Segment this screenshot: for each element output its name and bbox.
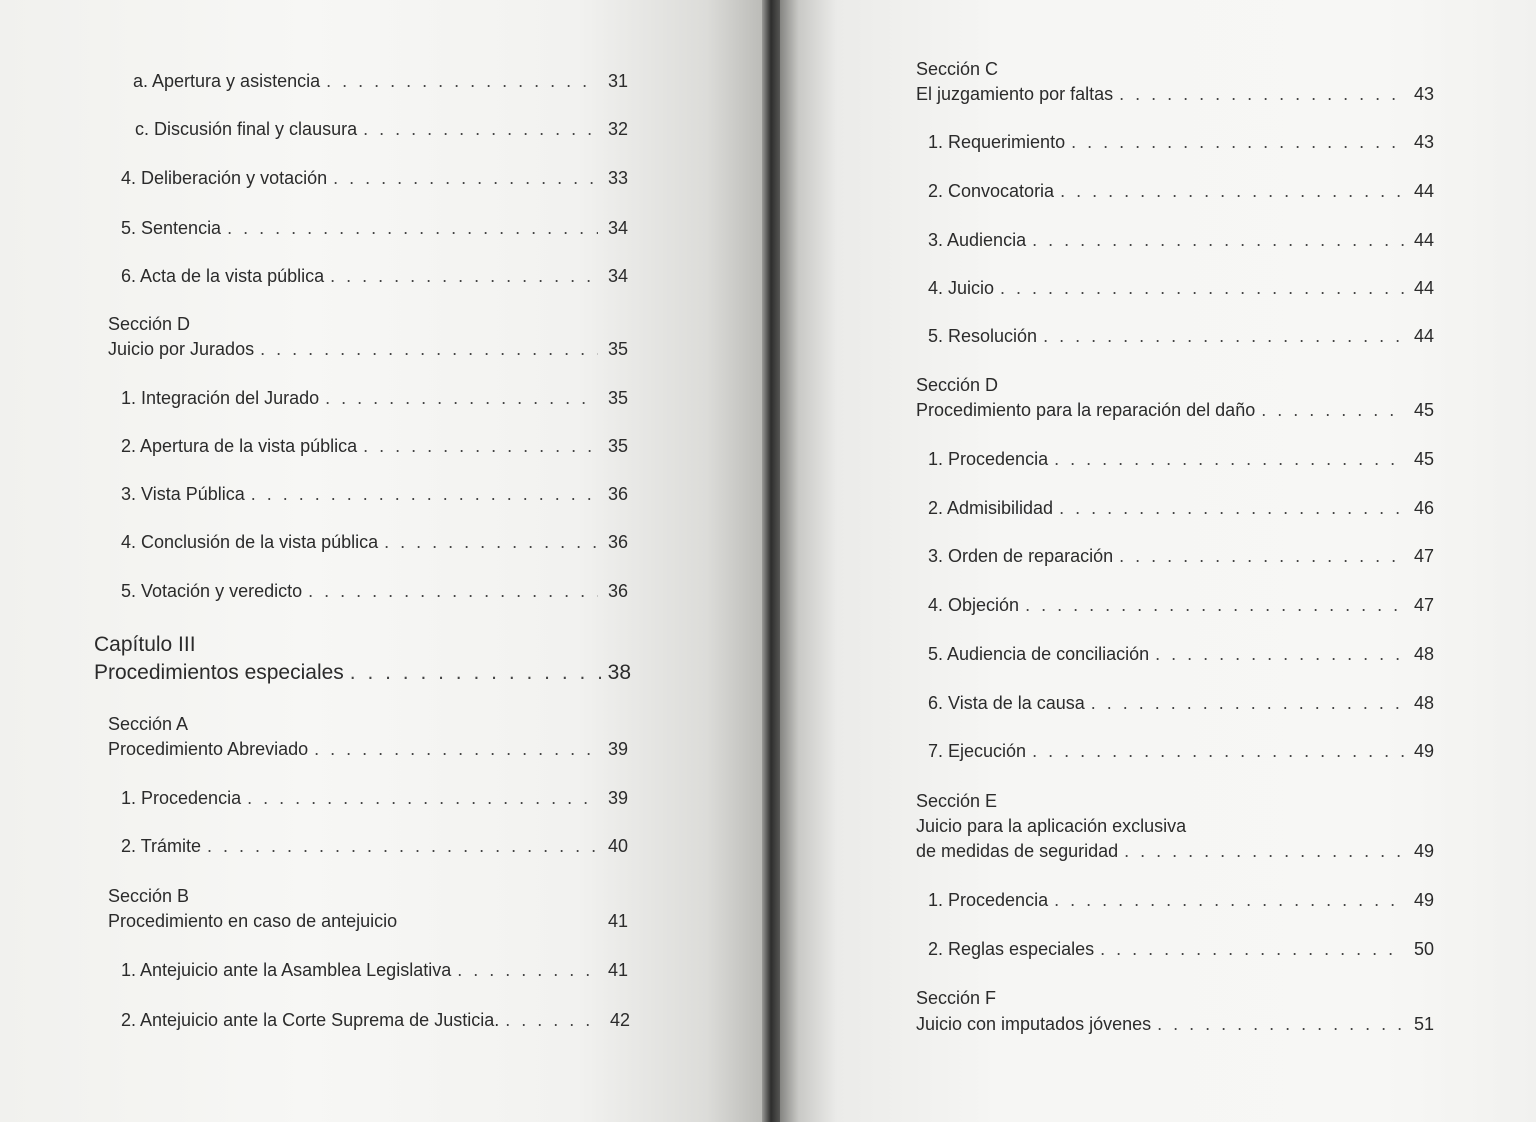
toc-entry-page: 35 (607, 339, 628, 359)
toc-entry-page: 32 (607, 119, 628, 139)
toc-entry-page: 36 (607, 532, 628, 552)
book-gutter (762, 0, 780, 1122)
leader-dots (1025, 592, 1404, 618)
toc-entry-title: 5. Votación y veredicto (121, 581, 303, 601)
toc-entry (108, 908, 628, 934)
toc-entry-page: 43 (1413, 132, 1434, 152)
toc-entry (916, 838, 1434, 864)
toc-entry-title: 3. Audiencia (928, 230, 1027, 250)
toc-entry-title: 4. Deliberación y votación (121, 168, 328, 188)
toc-entry-page: 51 (1413, 1014, 1434, 1034)
chapter-heading: Capítulo III (94, 633, 196, 656)
toc-entry-title: de medidas de seguridad (916, 841, 1119, 861)
toc-entry-page: 42 (609, 1010, 630, 1030)
section-heading: Sección A (108, 714, 189, 734)
toc-entry (928, 178, 1434, 204)
leader-dots (1054, 887, 1404, 913)
toc-entry (121, 1007, 630, 1033)
toc-entry-page: 36 (607, 484, 628, 504)
toc-entry-title: Procedimiento para la reparación del daño (916, 400, 1256, 420)
toc-entry (121, 578, 628, 604)
toc-entry-title: El juzgamiento por faltas (916, 84, 1114, 104)
toc-entry-page: 34 (607, 218, 628, 238)
toc-entry (928, 446, 1434, 472)
toc-entry (121, 165, 628, 191)
toc-entry-title: 7. Ejecución (928, 741, 1027, 761)
toc-entry-title: 2. Apertura de la vista pública (121, 436, 358, 456)
toc-entry-title: 2. Trámite (121, 836, 202, 856)
toc-entry (928, 887, 1434, 913)
toc-entry-title: Juicio por Jurados (108, 339, 255, 359)
right-page (768, 0, 1536, 1122)
leader-dots (1060, 178, 1404, 204)
toc-entry-page: 45 (1413, 449, 1434, 469)
section-title-line: Juicio para la aplicación exclusiva (916, 816, 1187, 836)
toc-entry (121, 385, 628, 411)
leader-dots (1124, 838, 1404, 864)
toc-entry (121, 433, 628, 459)
toc-entry-page: 35 (607, 436, 628, 456)
toc-entry-title: 2. Convocatoria (928, 181, 1055, 201)
toc-entry-title: Juicio con imputados jóvenes (916, 1014, 1152, 1034)
leader-dots (363, 116, 598, 142)
leader-dots (314, 736, 598, 762)
toc-entry-title: c. Discusión final y clausura (135, 119, 358, 139)
section-heading: Sección B (108, 886, 190, 906)
leader-dots (308, 578, 598, 604)
leader-dots (325, 385, 598, 411)
toc-entry-title: 1. Procedencia (121, 788, 242, 808)
toc-entry-page: 35 (607, 388, 628, 408)
leader-dots (1091, 690, 1404, 716)
toc-entry-title: 5. Sentencia (121, 218, 222, 238)
toc-entry (928, 543, 1434, 569)
toc-entry-title: Procedimientos especiales (94, 661, 344, 684)
toc-entry (121, 833, 628, 859)
toc-entry (928, 495, 1434, 521)
toc-entry (94, 658, 631, 688)
toc-entry (121, 263, 628, 289)
leader-dots (330, 263, 598, 289)
toc-entry-title: 4. Conclusión de la vista pública (121, 532, 379, 552)
toc-entry (121, 529, 628, 555)
leader-dots (505, 1007, 600, 1033)
toc-entry-page: 39 (607, 739, 628, 759)
toc-entry (135, 116, 628, 142)
toc-entry (928, 738, 1434, 764)
toc-entry (121, 215, 628, 241)
toc-entry-page: 39 (607, 788, 628, 808)
toc-entry-title: 5. Audiencia de conciliación (928, 644, 1150, 664)
toc-entry-page: 33 (607, 168, 628, 188)
leader-dots (1043, 323, 1404, 349)
toc-entry-title: 2. Reglas especiales (928, 939, 1095, 959)
toc-entry-title: 1. Requerimiento (928, 132, 1066, 152)
toc-entry (121, 957, 628, 983)
leader-dots (1054, 446, 1404, 472)
leader-dots (1032, 738, 1404, 764)
leader-dots (326, 68, 598, 94)
toc-entry-page: 34 (607, 266, 628, 286)
leader-dots (1261, 397, 1404, 423)
toc-entry-page: 36 (607, 581, 628, 601)
leader-dots (1032, 227, 1404, 253)
toc-entry-page: 38 (607, 661, 631, 684)
leader-dots (1100, 936, 1404, 962)
leader-dots (1119, 543, 1404, 569)
leader-dots (333, 165, 598, 191)
toc-entry-title: 1. Procedencia (928, 890, 1049, 910)
leader-dots (207, 833, 598, 859)
section-heading: Sección E (916, 791, 998, 811)
toc-entry (928, 936, 1434, 962)
toc-entry-title: Procedimiento en caso de antejuicio (108, 911, 398, 931)
toc-entry (928, 641, 1434, 667)
section-heading: Sección D (916, 375, 999, 395)
section-heading: Sección C (916, 59, 999, 79)
toc-entry (928, 323, 1434, 349)
leader-dots (1119, 81, 1404, 107)
toc-entry-title: 4. Objeción (928, 595, 1020, 615)
toc-entry-page: 49 (1413, 741, 1434, 761)
toc-entry-page: 41 (607, 960, 628, 980)
toc-entry (928, 592, 1434, 618)
toc-entry-title: 1. Procedencia (928, 449, 1049, 469)
leader-dots (1155, 641, 1404, 667)
leader-dots (1059, 495, 1404, 521)
toc-entry (916, 397, 1434, 423)
leader-dots (457, 957, 598, 983)
section-heading: Sección F (916, 988, 997, 1008)
toc-entry-page: 50 (1413, 939, 1434, 959)
toc-entry-page: 44 (1413, 230, 1434, 250)
toc-entry (928, 275, 1434, 301)
toc-entry (928, 690, 1434, 716)
leader-dots (350, 658, 601, 688)
toc-entry-title: 6. Acta de la vista pública (121, 266, 325, 286)
toc-entry-title: 3. Orden de reparación (928, 546, 1114, 566)
toc-entry (133, 68, 628, 94)
toc-entry-title: 4. Juicio (928, 278, 995, 298)
leader-dots (227, 215, 598, 241)
toc-entry (928, 129, 1434, 155)
toc-entry-page: 31 (607, 71, 628, 91)
toc-entry-page: 40 (607, 836, 628, 856)
toc-entry-title: 1. Antejuicio ante la Asamblea Legislativa (121, 960, 452, 980)
leader-dots (1071, 129, 1404, 155)
leader-dots (1157, 1011, 1404, 1037)
toc-entry (108, 736, 628, 762)
toc-entry-title: 1. Integración del Jurado (121, 388, 320, 408)
toc-entry-title: 3. Vista Pública (121, 484, 245, 504)
toc-entry-page: 48 (1413, 644, 1434, 664)
toc-entry-page: 49 (1413, 841, 1434, 861)
section-heading: Sección D (108, 314, 191, 334)
toc-entry (108, 336, 628, 362)
toc-entry-title: 6. Vista de la causa (928, 693, 1085, 713)
toc-entry-page: 44 (1413, 278, 1434, 298)
leader-dots (1000, 275, 1404, 301)
toc-entry (916, 81, 1434, 107)
toc-entry-page: 49 (1413, 890, 1434, 910)
toc-entry-page: 43 (1413, 84, 1434, 104)
toc-entry-page: 47 (1413, 595, 1434, 615)
toc-entry-page: 45 (1413, 400, 1434, 420)
toc-entry-title: 2. Admisibilidad (928, 498, 1054, 518)
toc-entry-title: a. Apertura y asistencia (133, 71, 321, 91)
toc-entry-page: 47 (1413, 546, 1434, 566)
toc-entry-page: 41 (607, 911, 628, 931)
toc-entry-title: 2. Antejuicio ante la Corte Suprema de Justicia. (121, 1010, 500, 1030)
toc-entry-page: 44 (1413, 326, 1434, 346)
toc-entry-page: 44 (1413, 181, 1434, 201)
leader-dots (251, 481, 598, 507)
toc-entry-page: 46 (1413, 498, 1434, 518)
toc-entry (121, 785, 628, 811)
toc-entry-page: 48 (1413, 693, 1434, 713)
toc-entry (928, 227, 1434, 253)
toc-entry (121, 481, 628, 507)
leader-dots (260, 336, 598, 362)
toc-entry (916, 1011, 1434, 1037)
toc-entry-title: 5. Resolución (928, 326, 1038, 346)
leader-dots (247, 785, 598, 811)
leader-dots (363, 433, 598, 459)
leader-dots (384, 529, 598, 555)
toc-entry-title: Procedimiento Abreviado (108, 739, 309, 759)
